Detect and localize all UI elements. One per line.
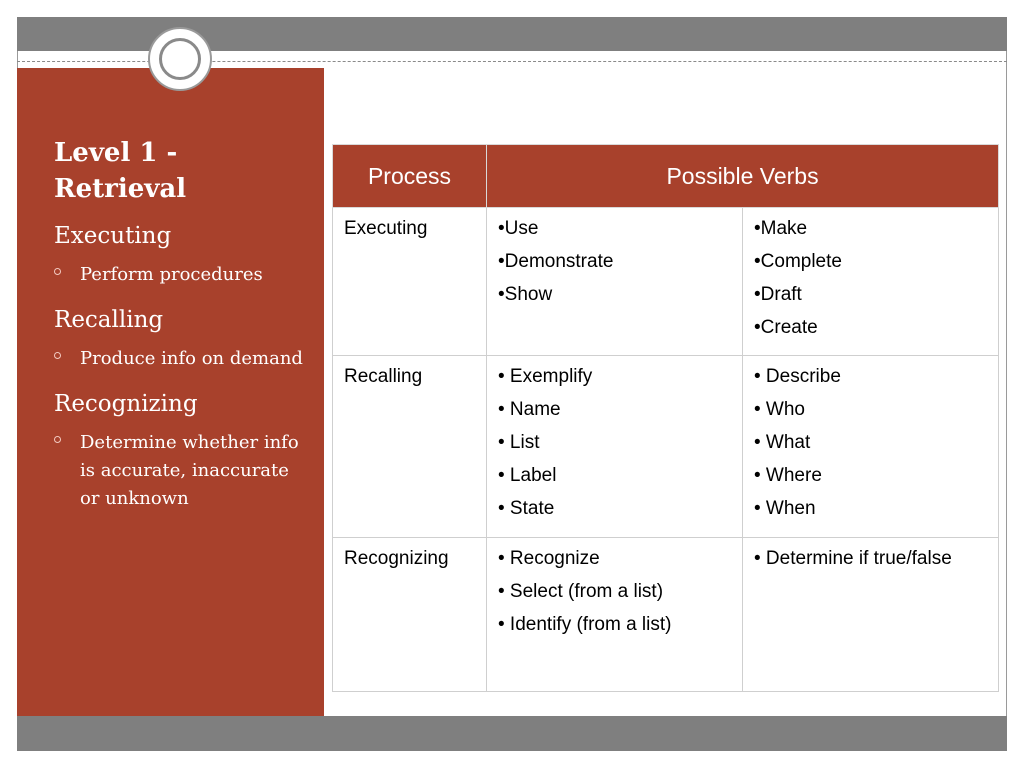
verb-item: • What (754, 432, 811, 453)
verbs-cell (743, 356, 999, 538)
verb-item: • Describe (754, 366, 841, 387)
bullet-item (54, 429, 304, 513)
process-cell: Recognizing (333, 538, 487, 692)
sidebar-content (54, 135, 304, 529)
table-row (333, 538, 999, 692)
bullet-item (54, 261, 304, 289)
process-cell: Executing (333, 208, 487, 356)
table-row (333, 208, 999, 356)
bullet-circle-icon (54, 352, 61, 359)
process-cell: Recalling (333, 356, 487, 538)
verb-item: • Select (from a list) (498, 581, 664, 602)
bullet-text: Produce info on demand (80, 348, 303, 369)
bullet-item (54, 345, 304, 373)
verb-item: •Make (754, 218, 808, 239)
table-header-row (333, 145, 999, 208)
verbs-cell (487, 208, 743, 356)
section-heading-executing: Executing (54, 223, 172, 249)
verb-item: • Exemplify (498, 366, 593, 387)
verbs-table (332, 144, 999, 692)
bullet-text: Perform procedures (80, 264, 263, 285)
verb-item: •Create (754, 317, 818, 338)
verb-item: •Complete (754, 251, 842, 272)
verb-item: • Recognize (498, 548, 600, 569)
verbs-cell (487, 538, 743, 692)
bullet-text: Determine whether info is accurate, inaccurate or unknown (80, 432, 299, 509)
slide-title: Level 1 - Retrieval (54, 138, 187, 204)
section-heading-recalling: Recalling (54, 307, 164, 333)
circle-ornament-icon (148, 27, 212, 91)
bottom-band (17, 716, 1007, 751)
verbs-cell (743, 208, 999, 356)
verb-item: • Who (754, 399, 805, 420)
verb-item: •Demonstrate (498, 251, 614, 272)
header-possible-verbs: Possible Verbs (487, 145, 999, 208)
header-process: Process (333, 145, 487, 208)
verb-item: •Draft (754, 284, 802, 305)
bullet-circle-icon (54, 436, 61, 443)
verb-item: •Show (498, 284, 553, 305)
table-row (333, 356, 999, 538)
verb-item: • Name (498, 399, 561, 420)
verb-item: • When (754, 498, 816, 519)
verb-item: • Identify (from a list) (498, 614, 672, 635)
verb-item: • Where (754, 465, 822, 486)
verb-item: • State (498, 498, 555, 519)
verb-item: • Label (498, 465, 557, 486)
verb-item: • List (498, 432, 540, 453)
verb-item: • Determine if true/false (754, 548, 952, 569)
verbs-cell (743, 538, 999, 692)
section-heading-recognizing: Recognizing (54, 391, 198, 417)
verbs-cell (487, 356, 743, 538)
bullet-circle-icon (54, 268, 61, 275)
verb-item: •Use (498, 218, 539, 239)
